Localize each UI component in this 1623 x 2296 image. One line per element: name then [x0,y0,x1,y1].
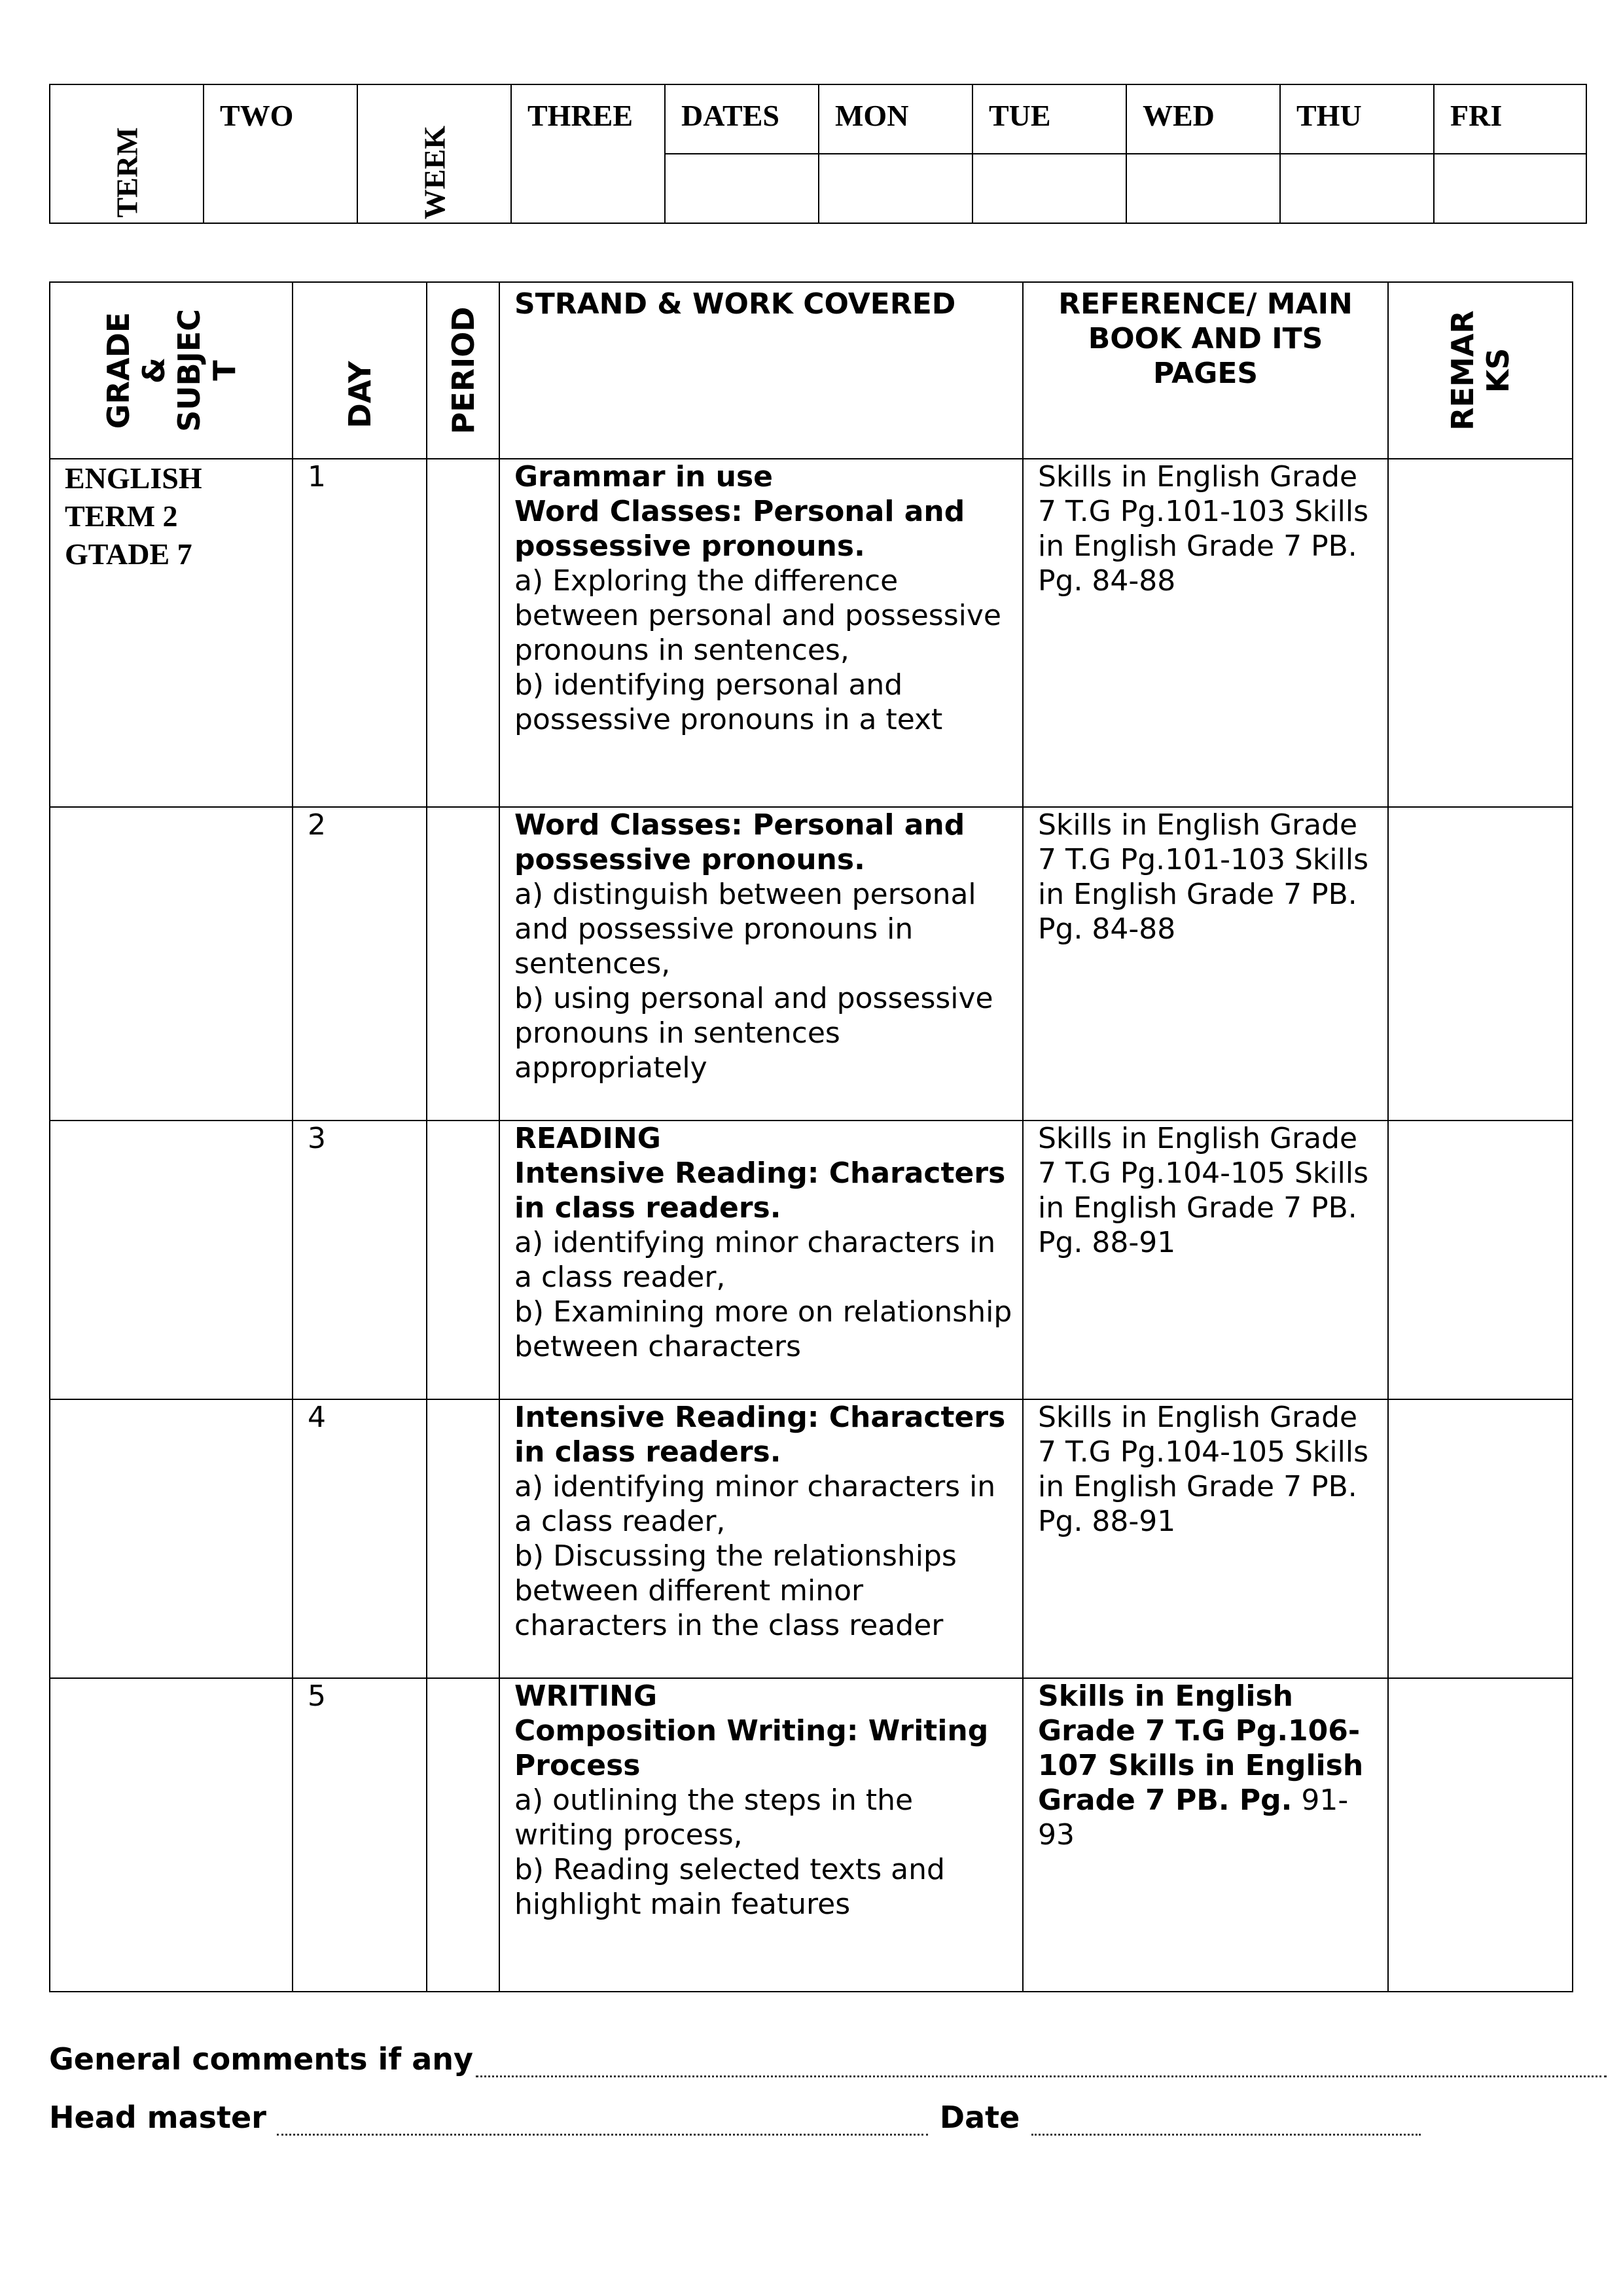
grade-subject-cell [50,807,293,1121]
date-line[interactable] [1031,2108,1421,2136]
general-comments-label: General comments if any [49,2041,474,2077]
period-cell [427,1678,499,1992]
reference-cell: Skills in English Grade 7 T.G Pg.104-105 Skills in English Grade 7 PB. Pg. 88-91 [1023,1399,1388,1678]
date-fri-cell [1434,154,1586,223]
day-thu-label: THU [1280,84,1434,154]
strand-subtitle: Word Classes: Personal and possessive pronouns. [514,495,965,563]
grade-subject-cell [50,1678,293,1992]
objective-a: a) identifying minor characters in a class reader, [514,1470,996,1538]
strand-cell [499,459,1023,807]
grade-subject-line3: GTADE 7 [65,537,192,571]
day-tue-label: TUE [972,84,1126,154]
remarks-cell [1388,807,1573,1121]
strand-cell [499,1678,1023,1992]
table-header-row [50,282,1573,459]
week-label-cell [357,84,511,223]
grade-subject-cell [50,1399,293,1678]
remarks-cell [1388,1121,1573,1399]
remarks-cell [1388,459,1573,807]
day-cell: 5 [293,1678,427,1992]
remarks-header-line2: KS [1480,348,1516,393]
objective-b: b) identifying personal and possessive pronouns in a text [514,668,943,736]
day-header [293,282,427,459]
strand-header: STRAND & WORK COVERED [499,282,1023,459]
day-wed-label: WED [1126,84,1280,154]
objective-a: a) identifying minor characters in a class reader, [514,1226,996,1294]
day-fri-label: FRI [1434,84,1586,154]
day-cell: 1 [293,459,427,807]
day-header-label: DAY [342,361,378,429]
reference-header: REFERENCE/ MAIN BOOK AND ITS PAGES [1023,282,1388,459]
headmaster-label: Head master [49,2100,266,2135]
objective-b: b) Examining more on relationship between characters [514,1295,1012,1363]
grade-header-line2: & [135,357,171,384]
period-cell [427,1399,499,1678]
strand-cell [499,1121,1023,1399]
strand-title: WRITING [514,1679,658,1713]
grade-header-line4: T [206,360,242,381]
term-label: TERM [110,127,143,218]
strand-cell [499,1399,1023,1678]
table-row [50,1121,1573,1399]
strand-title: READING [514,1122,661,1155]
remarks-cell [1388,1678,1573,1992]
headmaster-signature-line[interactable] [277,2108,928,2136]
date-thu-cell [1280,154,1434,223]
week-value: THREE [511,84,665,223]
dates-value-cell [665,154,819,223]
period-header-label: PERIOD [445,306,481,435]
week-label: WEEK [418,125,451,220]
term-week-table [49,84,1587,224]
grade-header-line3: SUBJEC [171,309,207,432]
signature-row [49,2099,1423,2136]
table-row [50,1399,1573,1678]
objective-b: b) Reading selected texts and highlight main features [514,1853,945,1921]
term-value: TWO [204,84,357,223]
remarks-header [1388,282,1573,459]
objective-a: a) outlining the steps in the writing process, [514,1784,914,1852]
period-cell [427,1121,499,1399]
objective-b: b) Discussing the relationships between different minor characters in the class reader [514,1539,957,1642]
objective-a: a) distinguish between personal and possessive pronouns in sentences, [514,878,976,980]
date-wed-cell [1126,154,1280,223]
grade-subject-line2: TERM 2 [65,499,178,533]
remarks-cell [1388,1399,1573,1678]
table-row [50,459,1573,807]
grade-subject-cell [50,1121,293,1399]
grade-subject-cell [50,459,293,807]
reference-cell: Skills in English Grade 7 T.G Pg.104-105 Skills in English Grade 7 PB. Pg. 88-91 [1023,1121,1388,1399]
grade-subject-line1: ENGLISH [65,461,202,495]
period-cell [427,459,499,807]
remarks-header-line1: REMAR [1445,310,1480,431]
strand-subtitle: Composition Writing: Writing Process [514,1714,989,1782]
period-header [427,282,499,459]
day-mon-label: MON [819,84,972,154]
general-comments-row [49,2041,1607,2077]
grade-subject-header [50,282,293,459]
period-cell [427,807,499,1121]
objective-b: b) using personal and possessive pronouns in sentences appropriately [514,982,993,1085]
reference-tail: 91-93 [1038,1784,1349,1852]
term-label-cell [50,84,204,223]
general-comments-line[interactable] [476,2049,1607,2077]
dates-label: DATES [665,84,819,154]
strand-title: Grammar in use [514,460,773,493]
reference-bold: Skills in English Grade 7 T.G Pg.106-107 Skills in English Grade 7 PB. Pg. [1038,1679,1364,1817]
strand-subtitle: Word Classes: Personal and possessive pronouns. [514,808,965,876]
table-row [50,1678,1573,1992]
reference-cell: Skills in English Grade 7 T.G Pg.101-103 Skills in English Grade 7 PB. Pg. 84-88 [1023,459,1388,807]
grade-header-line1: GRADE [100,312,136,429]
strand-cell [499,807,1023,1121]
scheme-of-work-table [49,281,1573,1992]
date-mon-cell [819,154,972,223]
table-row [50,807,1573,1121]
day-cell: 3 [293,1121,427,1399]
reference-cell [1023,1678,1388,1992]
day-cell: 4 [293,1399,427,1678]
day-cell: 2 [293,807,427,1121]
reference-cell: Skills in English Grade 7 T.G Pg.101-103 Skills in English Grade 7 PB. Pg. 84-88 [1023,807,1388,1121]
date-label: Date [939,2100,1020,2135]
objective-a: a) Exploring the difference between personal and possessive pronouns in sentences, [514,564,1001,667]
date-tue-cell [972,154,1126,223]
strand-subtitle: Intensive Reading: Characters in class readers. [514,1401,1006,1469]
strand-subtitle: Intensive Reading: Characters in class readers. [514,1157,1006,1225]
